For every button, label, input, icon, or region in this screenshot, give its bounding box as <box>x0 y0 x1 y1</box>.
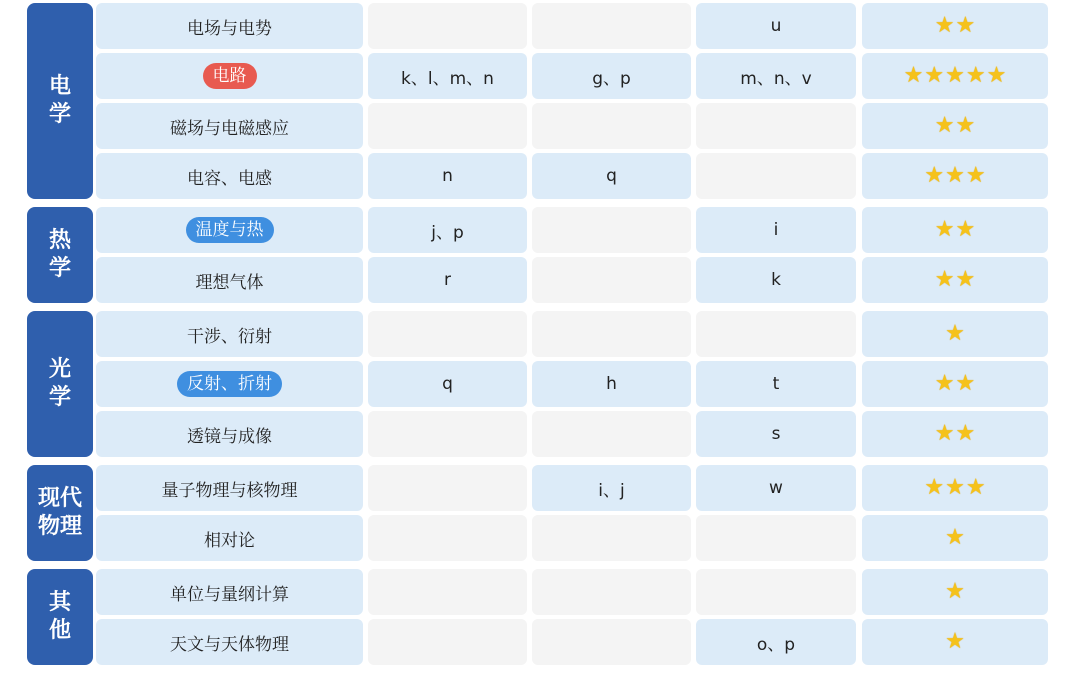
section-group <box>27 465 1050 561</box>
value-cell-2 <box>532 411 691 457</box>
star-rating <box>935 15 975 37</box>
category-label: 光 学 <box>27 311 93 457</box>
topic-cell <box>96 361 363 407</box>
value-cell-1 <box>368 311 527 357</box>
value-cell-1: q <box>368 361 527 407</box>
rating-cell <box>862 153 1048 199</box>
star-icon: ★ <box>924 163 945 188</box>
star-rating <box>945 581 965 603</box>
star-rating <box>935 269 975 291</box>
star-icon: ★ <box>924 475 945 500</box>
topic-cell <box>96 619 363 665</box>
topic-cell <box>96 411 363 457</box>
category-label: 热 学 <box>27 207 93 303</box>
table-row <box>96 3 1050 49</box>
star-icon: ★ <box>934 113 955 138</box>
value-cell-2 <box>532 103 691 149</box>
value-cell-1: n <box>368 153 527 199</box>
star-rating <box>945 631 965 653</box>
topic-label: 电容、电感 <box>187 168 272 189</box>
star-icon: ★ <box>965 475 986 500</box>
rating-cell <box>862 619 1048 665</box>
star-icon: ★ <box>955 13 976 38</box>
rating-cell <box>862 515 1048 561</box>
topic-highlight-pill: 电路 <box>203 63 257 89</box>
star-icon: ★ <box>945 579 965 604</box>
value-cell-2 <box>532 515 691 561</box>
value-cell-3: m、n、v <box>696 53 856 99</box>
value-cell-2 <box>532 257 691 303</box>
topic-cell <box>96 311 363 357</box>
star-rating <box>935 115 975 137</box>
table-row <box>96 257 1050 303</box>
value-cell-3 <box>696 311 856 357</box>
table-row <box>96 311 1050 357</box>
table-row <box>96 515 1050 561</box>
star-icon: ★ <box>955 217 976 242</box>
star-icon: ★ <box>924 63 945 88</box>
table-row <box>96 53 1050 99</box>
topic-label: 电场与电势 <box>187 18 272 39</box>
value-cell-1 <box>368 3 527 49</box>
rating-cell <box>862 411 1048 457</box>
star-icon: ★ <box>934 13 955 38</box>
table-row <box>96 103 1050 149</box>
value-cell-3: i <box>696 207 856 253</box>
topic-cell <box>96 53 363 99</box>
value-cell-1: r <box>368 257 527 303</box>
star-icon: ★ <box>955 421 976 446</box>
category-label: 其 他 <box>27 569 93 665</box>
value-cell-3: u <box>696 3 856 49</box>
value-cell-1 <box>368 103 527 149</box>
topic-cell <box>96 465 363 511</box>
star-rating <box>935 219 975 241</box>
value-cell-1 <box>368 515 527 561</box>
star-rating <box>945 527 965 549</box>
value-cell-2: h <box>532 361 691 407</box>
table-row <box>96 569 1050 615</box>
section-group <box>27 569 1050 665</box>
topic-label: 量子物理与核物理 <box>161 480 298 501</box>
star-icon: ★ <box>945 63 965 88</box>
rating-cell <box>862 207 1048 253</box>
value-cell-1: j、p <box>368 207 527 253</box>
value-cell-2 <box>532 619 691 665</box>
star-rating <box>924 477 985 499</box>
value-cell-3 <box>696 515 856 561</box>
topic-cell <box>96 515 363 561</box>
value-cell-1 <box>368 465 527 511</box>
star-icon: ★ <box>986 63 1007 88</box>
topic-label: 天文与天体物理 <box>170 634 289 655</box>
rating-cell <box>862 3 1048 49</box>
topic-label: 相对论 <box>204 530 255 551</box>
star-rating <box>904 65 1007 87</box>
rating-cell <box>862 311 1048 357</box>
topic-cell <box>96 103 363 149</box>
value-cell-2 <box>532 207 691 253</box>
star-rating <box>924 165 985 187</box>
topic-label: 透镜与成像 <box>187 426 272 447</box>
star-icon: ★ <box>934 217 955 242</box>
table-row <box>96 207 1050 253</box>
topic-cell <box>96 153 363 199</box>
rating-cell <box>862 103 1048 149</box>
star-icon: ★ <box>945 163 965 188</box>
value-cell-2: i、j <box>532 465 691 511</box>
value-cell-1: k、l、m、n <box>368 53 527 99</box>
star-rating <box>935 423 975 445</box>
value-cell-3: s <box>696 411 856 457</box>
value-cell-3: k <box>696 257 856 303</box>
value-cell-3: t <box>696 361 856 407</box>
rating-cell <box>862 361 1048 407</box>
topic-highlight-pill: 反射、折射 <box>177 371 282 397</box>
rating-cell <box>862 569 1048 615</box>
topic-label: 干涉、衍射 <box>187 326 272 347</box>
table-row <box>96 465 1050 511</box>
topic-cell <box>96 207 363 253</box>
star-icon: ★ <box>934 421 955 446</box>
topic-cell <box>96 569 363 615</box>
table-row <box>96 153 1050 199</box>
value-cell-2: q <box>532 153 691 199</box>
value-cell-2 <box>532 569 691 615</box>
star-rating <box>945 323 965 345</box>
topic-highlight-pill: 温度与热 <box>186 217 274 243</box>
topic-label: 磁场与电磁感应 <box>170 118 289 139</box>
table-row <box>96 361 1050 407</box>
section-group <box>27 207 1050 303</box>
value-cell-3 <box>696 569 856 615</box>
star-icon: ★ <box>945 475 965 500</box>
rating-cell <box>862 465 1048 511</box>
star-icon: ★ <box>903 63 924 88</box>
star-icon: ★ <box>955 267 976 292</box>
star-icon: ★ <box>945 321 965 346</box>
category-label: 电 学 <box>27 3 93 199</box>
topic-cell <box>96 3 363 49</box>
value-cell-3: w <box>696 465 856 511</box>
star-icon: ★ <box>965 163 986 188</box>
table-row <box>96 619 1050 665</box>
topic-cell <box>96 257 363 303</box>
value-cell-3: o、p <box>696 619 856 665</box>
value-cell-2 <box>532 3 691 49</box>
star-icon: ★ <box>934 371 955 396</box>
star-icon: ★ <box>945 629 965 654</box>
star-icon: ★ <box>955 371 976 396</box>
star-icon: ★ <box>965 63 986 88</box>
topic-label: 理想气体 <box>195 272 264 293</box>
value-cell-1 <box>368 569 527 615</box>
star-icon: ★ <box>955 113 976 138</box>
rating-cell <box>862 53 1048 99</box>
section-group <box>27 311 1050 457</box>
value-cell-3 <box>696 103 856 149</box>
star-icon: ★ <box>934 267 955 292</box>
table-row <box>96 411 1050 457</box>
value-cell-2 <box>532 311 691 357</box>
section-group <box>27 3 1050 199</box>
star-icon: ★ <box>945 525 965 550</box>
value-cell-1 <box>368 411 527 457</box>
category-label: 现代 物理 <box>27 465 93 561</box>
value-cell-3 <box>696 153 856 199</box>
value-cell-1 <box>368 619 527 665</box>
rating-cell <box>862 257 1048 303</box>
topic-label: 单位与量纲计算 <box>170 584 289 605</box>
star-rating <box>935 373 975 395</box>
value-cell-2: g、p <box>532 53 691 99</box>
